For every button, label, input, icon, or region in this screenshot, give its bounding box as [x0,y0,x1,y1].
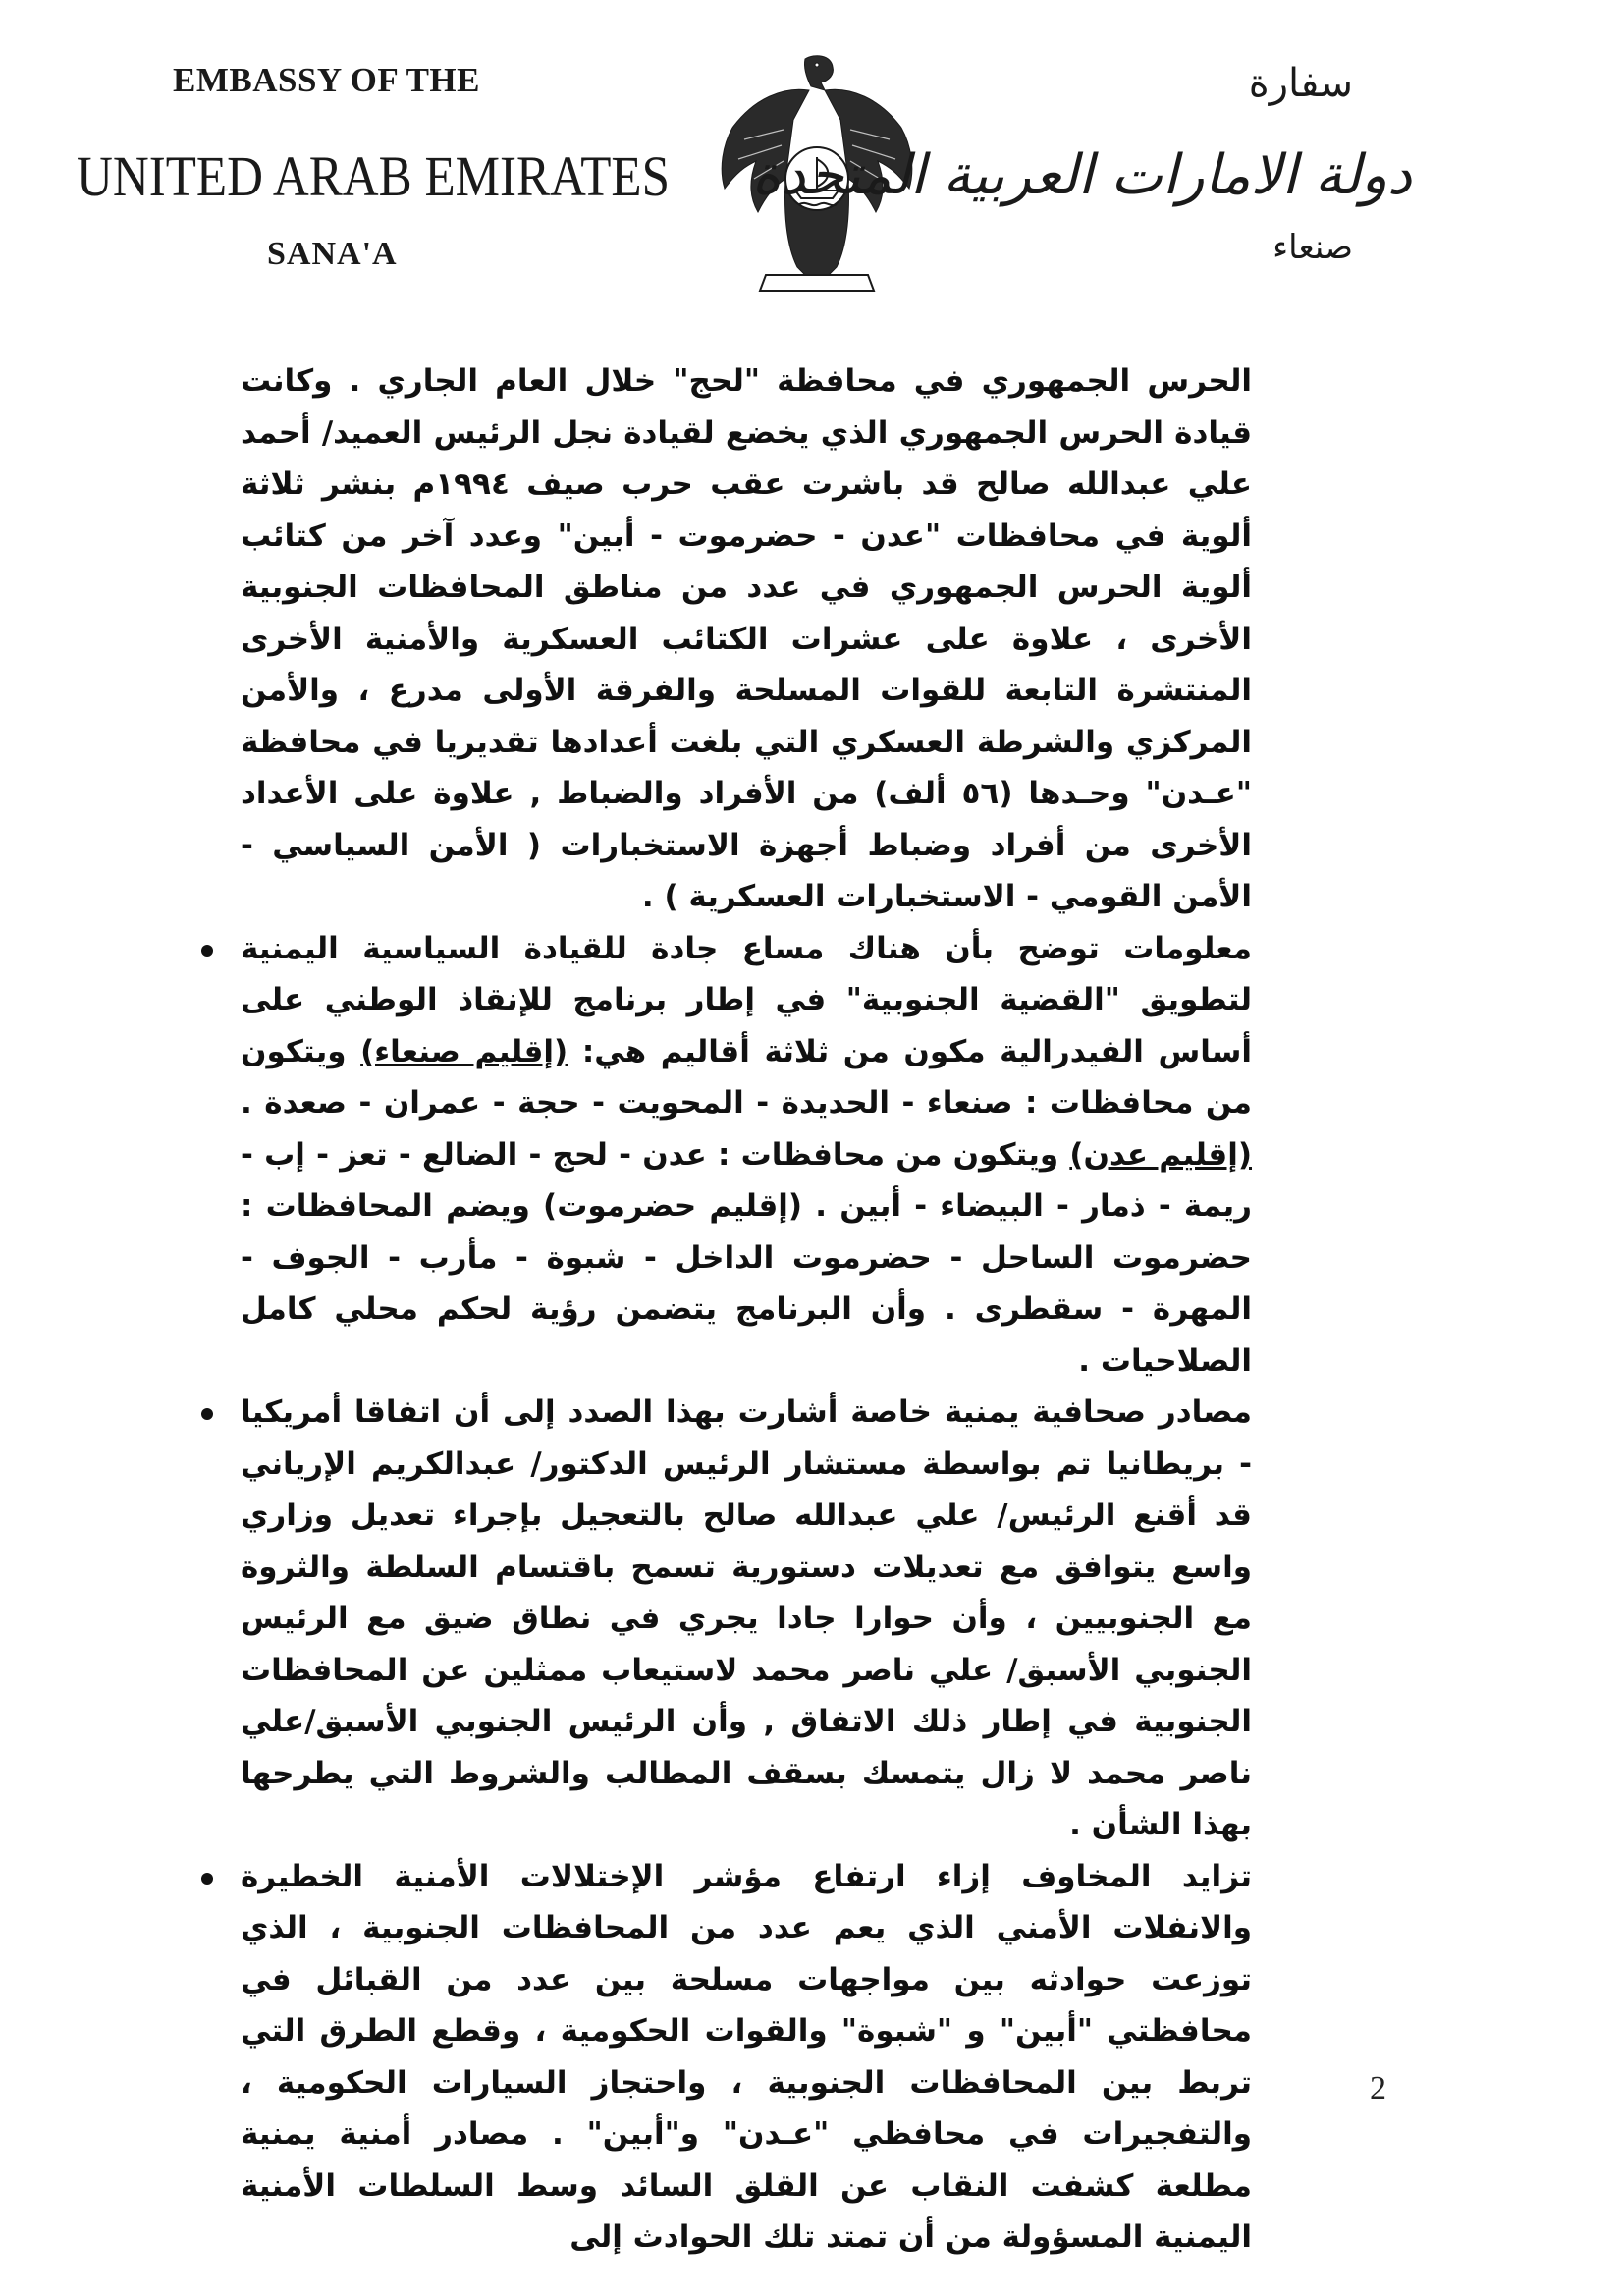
bullet-1-text-start: معلومات توضح بأن هناك مساع جادة للقيادة السياسية اليمنية لتطويق "القضية الجنوبية" في إطار برنامج للإنقاذ الوطني على أساس الفيدرالية مكون من ثلاثة أقاليم هي: [241,930,1252,1069]
page-number: 2 [1370,2070,1386,2106]
bullet-dot-icon [201,1408,213,1420]
letterhead-arabic [751,61,1412,277]
bullet-press-sources [241,1387,1252,1851]
bullet-3-text: تزايد المخاوف إزاء ارتفاع مؤشر الإختلالات الأمنية الخطيرة والانفلات الأمني الذي يعم عدد من المحافظات الجنوبية ، الذي توزعت حوادثه بين مواجهات مسلحة بين عدد من القبائل في محافظتي "أبين" و "شبوة" والقوات الحكومية ، وقطع الطرق التي تربط بين المحافظات الجنوبية ، واحتجاز السيارات الحكومية ، والتفجيرات في محافظي "عـدن" و"أبين" . مصادر أمنية يمنية مطلعة كشفت النقاب عن القلق السائد وسط السلطات الأمنية اليمنية المسؤولة من أن تمتد تلك الحوادث إلى [241,1858,1252,2255]
bullet-1-text-middle: ويتكون من محافظات : صنعاء - الحديدة - المحويت - حجة - عمران - صعدة . [241,1033,1252,1121]
bullet-dot-icon [201,945,213,957]
intro-paragraph: الحرس الجمهوري في محافظة "لحج" خلال العام الجاري . وكانت قيادة الحرس الجمهوري الذي يخضع لقيادة نجل الرئيس العميد/ أحمد علي عبدالله صالح قد باشرت عقب حرب صيف ١٩٩٤م بنشر ثلاثة ألوية في محافظات "عدن - حضرموت - أبين" وعدد آخر من كتائب ألوية الحرس الجمهوري في عدد من مناطق المحافظات الجنوبية الأخرى ، علاوة على عشرات الكتائب العسكرية والأمنية الأخرى المنتشرة التابعة للقوات المسلحة والفرقة الأولى مدرع ، والأمن المركزي والشرطة العسكري التي بلغت أعدادها تقديريا في محافظة "عـدن" وحـدها (٥٦ ألف) من الأفراد والضباط , علاوة على الأعداد الأخرى من أفراد وضباط أجهزة الاستخبارات ( الأمن السياسي - الأمن القومي - الاستخبارات العسكرية ) . [241,363,1252,914]
bullet-2-text: مصادر صحافية يمنية خاصة أشارت بهذا الصدد إلى أن اتفاقا أمريكيا - بريطانيا تم بواسطة مستشار الرئيس الدكتور/ عبدالكريم الإرياني قد أقنع الرئيس/ علي عبدالله صالح بالتعجيل بإجراء تعديل وزاري واسع يتوافق مع تعديلات دستورية تسمح باقتسام السلطة والثروة مع الجنوبيين ، وأن حوارا جادا يجري في نطاق ضيق مع الرئيس الجنوبي الأسبق/ علي ناصر محمد لاستيعاب ممثلين عن المحافظات الجنوبية في إطار ذلك الاتفاق , وأن الرئيس الجنوبي الأسبق/علي ناصر محمد لا زال يتمسك بسقف المطالب والشروط التي يطرحها بهذا الشأن . [241,1394,1252,1842]
sanaa-region-label: (إقليم صنعاء) [360,1033,568,1069]
bullet-dot-icon [201,1873,213,1885]
embassy-of-the-label: EMBASSY OF THE [173,61,480,99]
city-name-arabic: صنعاء [1272,228,1353,267]
bullet-security-concerns [241,1851,1252,2264]
country-name-english: UNITED ARAB EMIRATES [77,144,670,208]
letter-body [241,355,1252,2264]
bullet-1-text-end: ويتكون من محافظات : عدن - لحج - الضالع - تعز - إب - ريمة - ذمار - البيضاء - أبين . (إقليم حضرموت) ويضم المحافظات : حضرموت الساحل - حضرموت الداخل - شبوة - مأرب - الجوف - المهرة - سقطرى . وأن البرنامج يتضمن رؤية لحكم محلي كامل الصلاحيات . [241,1136,1252,1379]
bullet-federal-regions [241,923,1252,1388]
embassy-label-arabic: سفارة [1248,61,1353,106]
bullet-list [241,923,1252,2264]
city-name-english: SANA'A [267,236,398,272]
country-name-arabic: دولة الامارات العربية المتحدة [751,143,1412,207]
aden-region-label: (إقليم عدن) [1069,1136,1252,1173]
